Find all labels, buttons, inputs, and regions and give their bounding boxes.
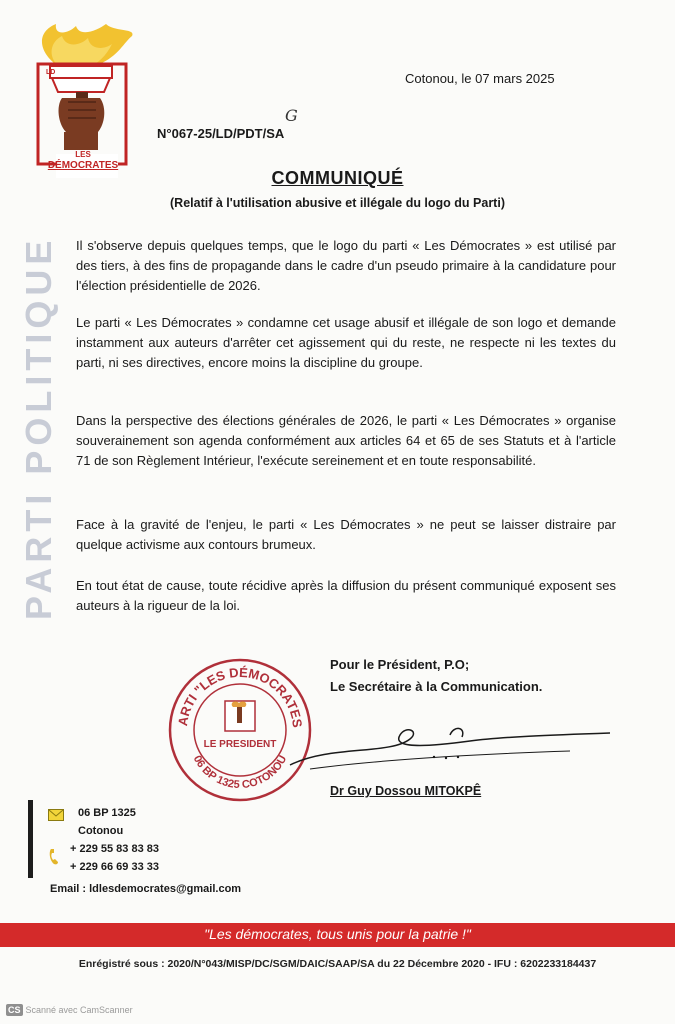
- logo-text-line2: DÉMOCRATES: [47, 160, 119, 171]
- paragraph-3: Dans la perspective des élections générales de 2026, le parti « Les Démocrates » organise souverainement son agenda conformément aux articles 64 et 65 de ses Statuts et à l'article 71 de son Règlement Intérieur, l'exécute sereinement et en toute responsabilité.: [76, 413, 616, 468]
- contact-city: Cotonou: [78, 825, 124, 837]
- camscanner-badge: CS: [8, 1005, 21, 1015]
- svg-text:PARTI "LES DÉMOCRATES": ARTI "LES DÉMOCRATES: [175, 664, 306, 729]
- paragraph-4: Face à la gravité de l'enjeu, le parti « Les Démocrates » ne peut se laisser distraire par quelque activisme aux contours brumeux.: [76, 517, 616, 552]
- handwritten-signature: [270, 705, 620, 785]
- dateline: Cotonou, le 07 mars 2025: [405, 71, 555, 86]
- paragraph-1: Il s'observe depuis quelques temps, que le logo du parti « Les Démocrates » est utilisé par des tiers, à des fins de propagande dans le cadre d'un pseudo primaire à la candidature pour l'élection présidentielle de 2026.: [76, 238, 616, 293]
- contact-email: Email : ldlesdemocrates@gmail.com: [50, 883, 242, 895]
- vertical-watermark: PARTI POLITIQUE: [18, 235, 59, 620]
- svg-text:06 BP 1325 COTONOU: 06 BP 1325 COTONOU: [190, 753, 290, 792]
- contact-box: 06 BP 1325: [78, 807, 136, 819]
- document-subtitle: (Relatif à l'utilisation abusive et illégale du logo du Parti): [170, 196, 505, 210]
- contact-divider: [28, 800, 33, 878]
- envelope-icon: [48, 808, 64, 820]
- scanner-text: Scanné avec CamScanner: [25, 1005, 133, 1015]
- logo-text-line1: LES: [75, 150, 91, 159]
- signatory-name: Dr Guy Dossou MITOKPÊ: [330, 784, 482, 798]
- paragraph-2: Le parti « Les Démocrates » condamne cet usage abusif et illégale de son logo et demande instamment aux auteurs d'arrêter cet agissement qui du reste, ne respecte ni les textes du parti, ni ses directives, encore moins la discipline du groupe.: [76, 315, 616, 370]
- slogan-text: "Les démocrates, tous unis pour la patrie !": [204, 926, 471, 942]
- logo-initials: LD: [46, 69, 56, 76]
- paragraph-5: En tout état de cause, toute récidive après la diffusion du présent communiqué exposent ses auteurs à la rigueur de la loi.: [76, 578, 616, 613]
- contact-phone-1: + 229 55 83 83 83: [70, 843, 159, 855]
- signature-line-1: Pour le Président, P.O;: [330, 657, 470, 672]
- phone-icon: [48, 848, 62, 866]
- scanner-note: [6, 1004, 133, 1016]
- contact-phone-2: + 229 66 69 33 33: [70, 861, 159, 873]
- reference-number: N°067-25/LD/PDT/SA: [157, 126, 285, 141]
- svg-text:LE PRESIDENT: LE PRESIDENT: [203, 739, 277, 750]
- signature-line-2: Le Secrétaire à la Communication.: [330, 679, 543, 694]
- registration-info: Enrégistré sous : 2020/N°043/MISP/DC/SGM/DAIC/SAAP/SA du 22 Décembre 2020 - IFU : 6202233184437: [78, 958, 597, 970]
- reference-handwritten-mark: G: [285, 106, 298, 125]
- document-title: COMMUNIQUÉ: [271, 168, 404, 188]
